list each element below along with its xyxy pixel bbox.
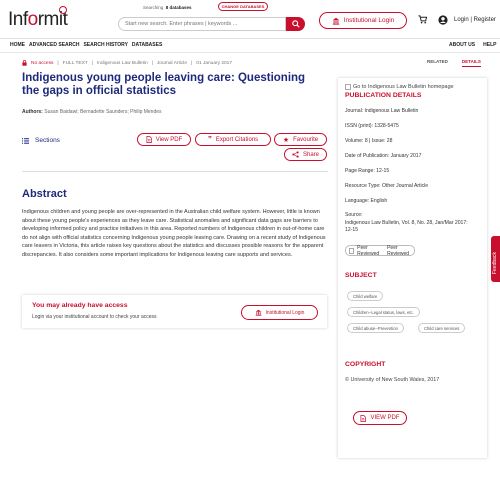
abstract-heading: Abstract [22, 188, 67, 200]
tab-related[interactable]: RELATED [427, 59, 448, 64]
login-register-link[interactable]: Login | Register [454, 17, 496, 23]
sections-label: Sections [35, 137, 60, 144]
article-meta [22, 60, 232, 66]
star-icon: ★ [282, 136, 290, 144]
detail-issn: ISSN (print): 1328-5475 [345, 123, 399, 129]
article-date: 01 January 2017 [196, 60, 233, 66]
authors-list[interactable]: Susan Baidawi; Bernadette Saunders; Philip Mendes [44, 109, 162, 115]
nav-help[interactable]: HELP [483, 42, 497, 48]
detail-source-label: Source: [345, 212, 363, 218]
quote-icon: ” [207, 134, 212, 144]
cart-icon[interactable] [418, 15, 427, 26]
meta-separator: | [151, 60, 153, 66]
sections-toggle[interactable] [22, 137, 60, 144]
publication-details-heading: PUBLICATION DETAILS [345, 92, 422, 99]
search-input[interactable] [118, 17, 286, 31]
secondary-nav [449, 42, 496, 48]
user-icon[interactable] [438, 15, 448, 27]
institutional-login-label: Institutional Login [265, 309, 305, 316]
search-button[interactable] [286, 17, 305, 31]
institution-icon [332, 17, 340, 25]
feedback-label: Feedback [492, 252, 498, 274]
header-divider [0, 38, 500, 39]
nav-search-history[interactable]: SEARCH HISTORY [83, 42, 128, 48]
detail-journal: Journal: Indigenous Law Bulletin [345, 108, 419, 114]
nav-home[interactable]: HOME [10, 42, 25, 48]
journal-homepage-image[interactable] [345, 84, 454, 90]
peer-reviewed-badge [345, 245, 415, 256]
institutional-login-button-secondary[interactable] [241, 305, 318, 320]
searching-info: Searching 8 databases [143, 5, 192, 10]
article-type: Journal Article [156, 60, 188, 66]
meta-separator: | [57, 60, 59, 66]
subject-chip[interactable]: Children--Legal status, laws, etc. [347, 307, 420, 317]
feedback-tab[interactable] [491, 236, 500, 282]
content-divider [22, 171, 328, 172]
search-icon [292, 20, 300, 28]
full-text-badge: FULL TEXT [62, 60, 88, 66]
authors-line [22, 109, 162, 115]
view-pdf-label: VIEW PDF [370, 415, 400, 421]
list-icon [22, 138, 29, 144]
tab-details[interactable]: DETAILS [462, 59, 481, 67]
change-databases-button[interactable]: CHANGE DATABASES [218, 2, 268, 11]
peer-reviewed-text: Peer Reviewed [387, 244, 410, 257]
document-icon [146, 136, 152, 143]
subject-heading: SUBJECT [345, 272, 377, 279]
logo-text-end: rmit [37, 9, 68, 30]
informit-logo[interactable] [8, 9, 67, 31]
logo-accent: o [27, 9, 38, 30]
subject-chip[interactable]: Child abuse--Prevention [347, 323, 404, 333]
share-button[interactable] [284, 148, 327, 161]
lock-icon [22, 60, 27, 66]
view-pdf-button[interactable] [137, 133, 191, 146]
share-label: Share [302, 151, 319, 158]
broken-image-icon [349, 248, 354, 254]
export-citations-label: Export Citations [215, 136, 259, 143]
institution-icon [255, 309, 262, 316]
logo-mark-icon [59, 6, 67, 14]
subject-chip[interactable]: Child care services [418, 323, 465, 333]
detail-resource-type: Resource Type: Other Journal Article [345, 183, 429, 189]
share-icon [292, 151, 299, 158]
abstract-text: Indigenous children and young people are over-represented in the Australian child welfare system. However, little is known about these young people's experiences as they leave care. Statistical anomalies and significant data gaps are barriers to developing informed policy and practice initiatives in this area. Reported numbers of Indigenous children in out-of-home care do not align with official statistics concerning Indigenous young people leaving care. Drawing on a recent study of Indigenous care leavers in Victoria, this article raises key questions about the statistics and discusses possible reasons for the apparent discrepancies. It also considers some important implications for Indigenous leaving care supports and services. [22, 209, 326, 258]
meta-separator: | [191, 60, 193, 66]
journal-homepage-alt: Go to Indigenous Law Bulletin homepage [353, 84, 454, 90]
view-pdf-button-sidebar[interactable] [353, 411, 407, 425]
nav-about-us[interactable]: ABOUT US [449, 42, 476, 48]
view-pdf-label: View PDF [155, 136, 183, 143]
access-text: Login via your institutional account to check your access [32, 314, 157, 320]
copyright-heading: COPYRIGHT [345, 361, 386, 368]
institutional-login-button[interactable] [319, 12, 407, 29]
institutional-login-label: Institutional Login [343, 17, 395, 24]
article-title: Indigenous young people leaving care: Questioning the gaps in official statistics [22, 72, 306, 97]
meta-separator: | [91, 60, 93, 66]
detail-language: Language: English [345, 198, 388, 204]
favourite-button[interactable] [274, 133, 327, 146]
logo-text: Inf [8, 9, 28, 30]
main-nav [10, 42, 162, 48]
broken-image-icon [345, 84, 351, 90]
detail-page-range: Page Range: 12-15 [345, 168, 390, 174]
nav-divider [0, 52, 500, 53]
document-icon [360, 415, 366, 422]
detail-pub-date: Date of Publication: January 2017 [345, 153, 422, 159]
detail-source: Indigenous Law Bulletin, Vol. 8, No. 28, Jan/Mar 2017: 12-15 [345, 220, 468, 233]
export-citations-button[interactable] [195, 133, 271, 146]
copyright-text: © University of New South Wales, 2017 [345, 377, 440, 383]
publication-details-panel [338, 78, 487, 458]
detail-volume: Volume: 8 | Issue: 28 [345, 138, 393, 144]
access-heading: You may already have access [32, 302, 128, 309]
nav-databases[interactable]: DATABASES [131, 42, 163, 48]
authors-label: Authors: [22, 109, 43, 115]
favourite-label: Favourite [293, 136, 319, 143]
sidebar-tabs [427, 59, 481, 67]
peer-reviewed-alt: Peer Reviewed [357, 244, 380, 257]
access-status: No access [31, 60, 54, 66]
databases-count: 8 databases [165, 5, 192, 10]
subject-chip[interactable]: Child welfare [347, 291, 383, 301]
nav-advanced-search[interactable]: ADVANCED SEARCH [29, 42, 80, 48]
journal-link[interactable]: Indigenous Law Bulletin [96, 60, 148, 66]
